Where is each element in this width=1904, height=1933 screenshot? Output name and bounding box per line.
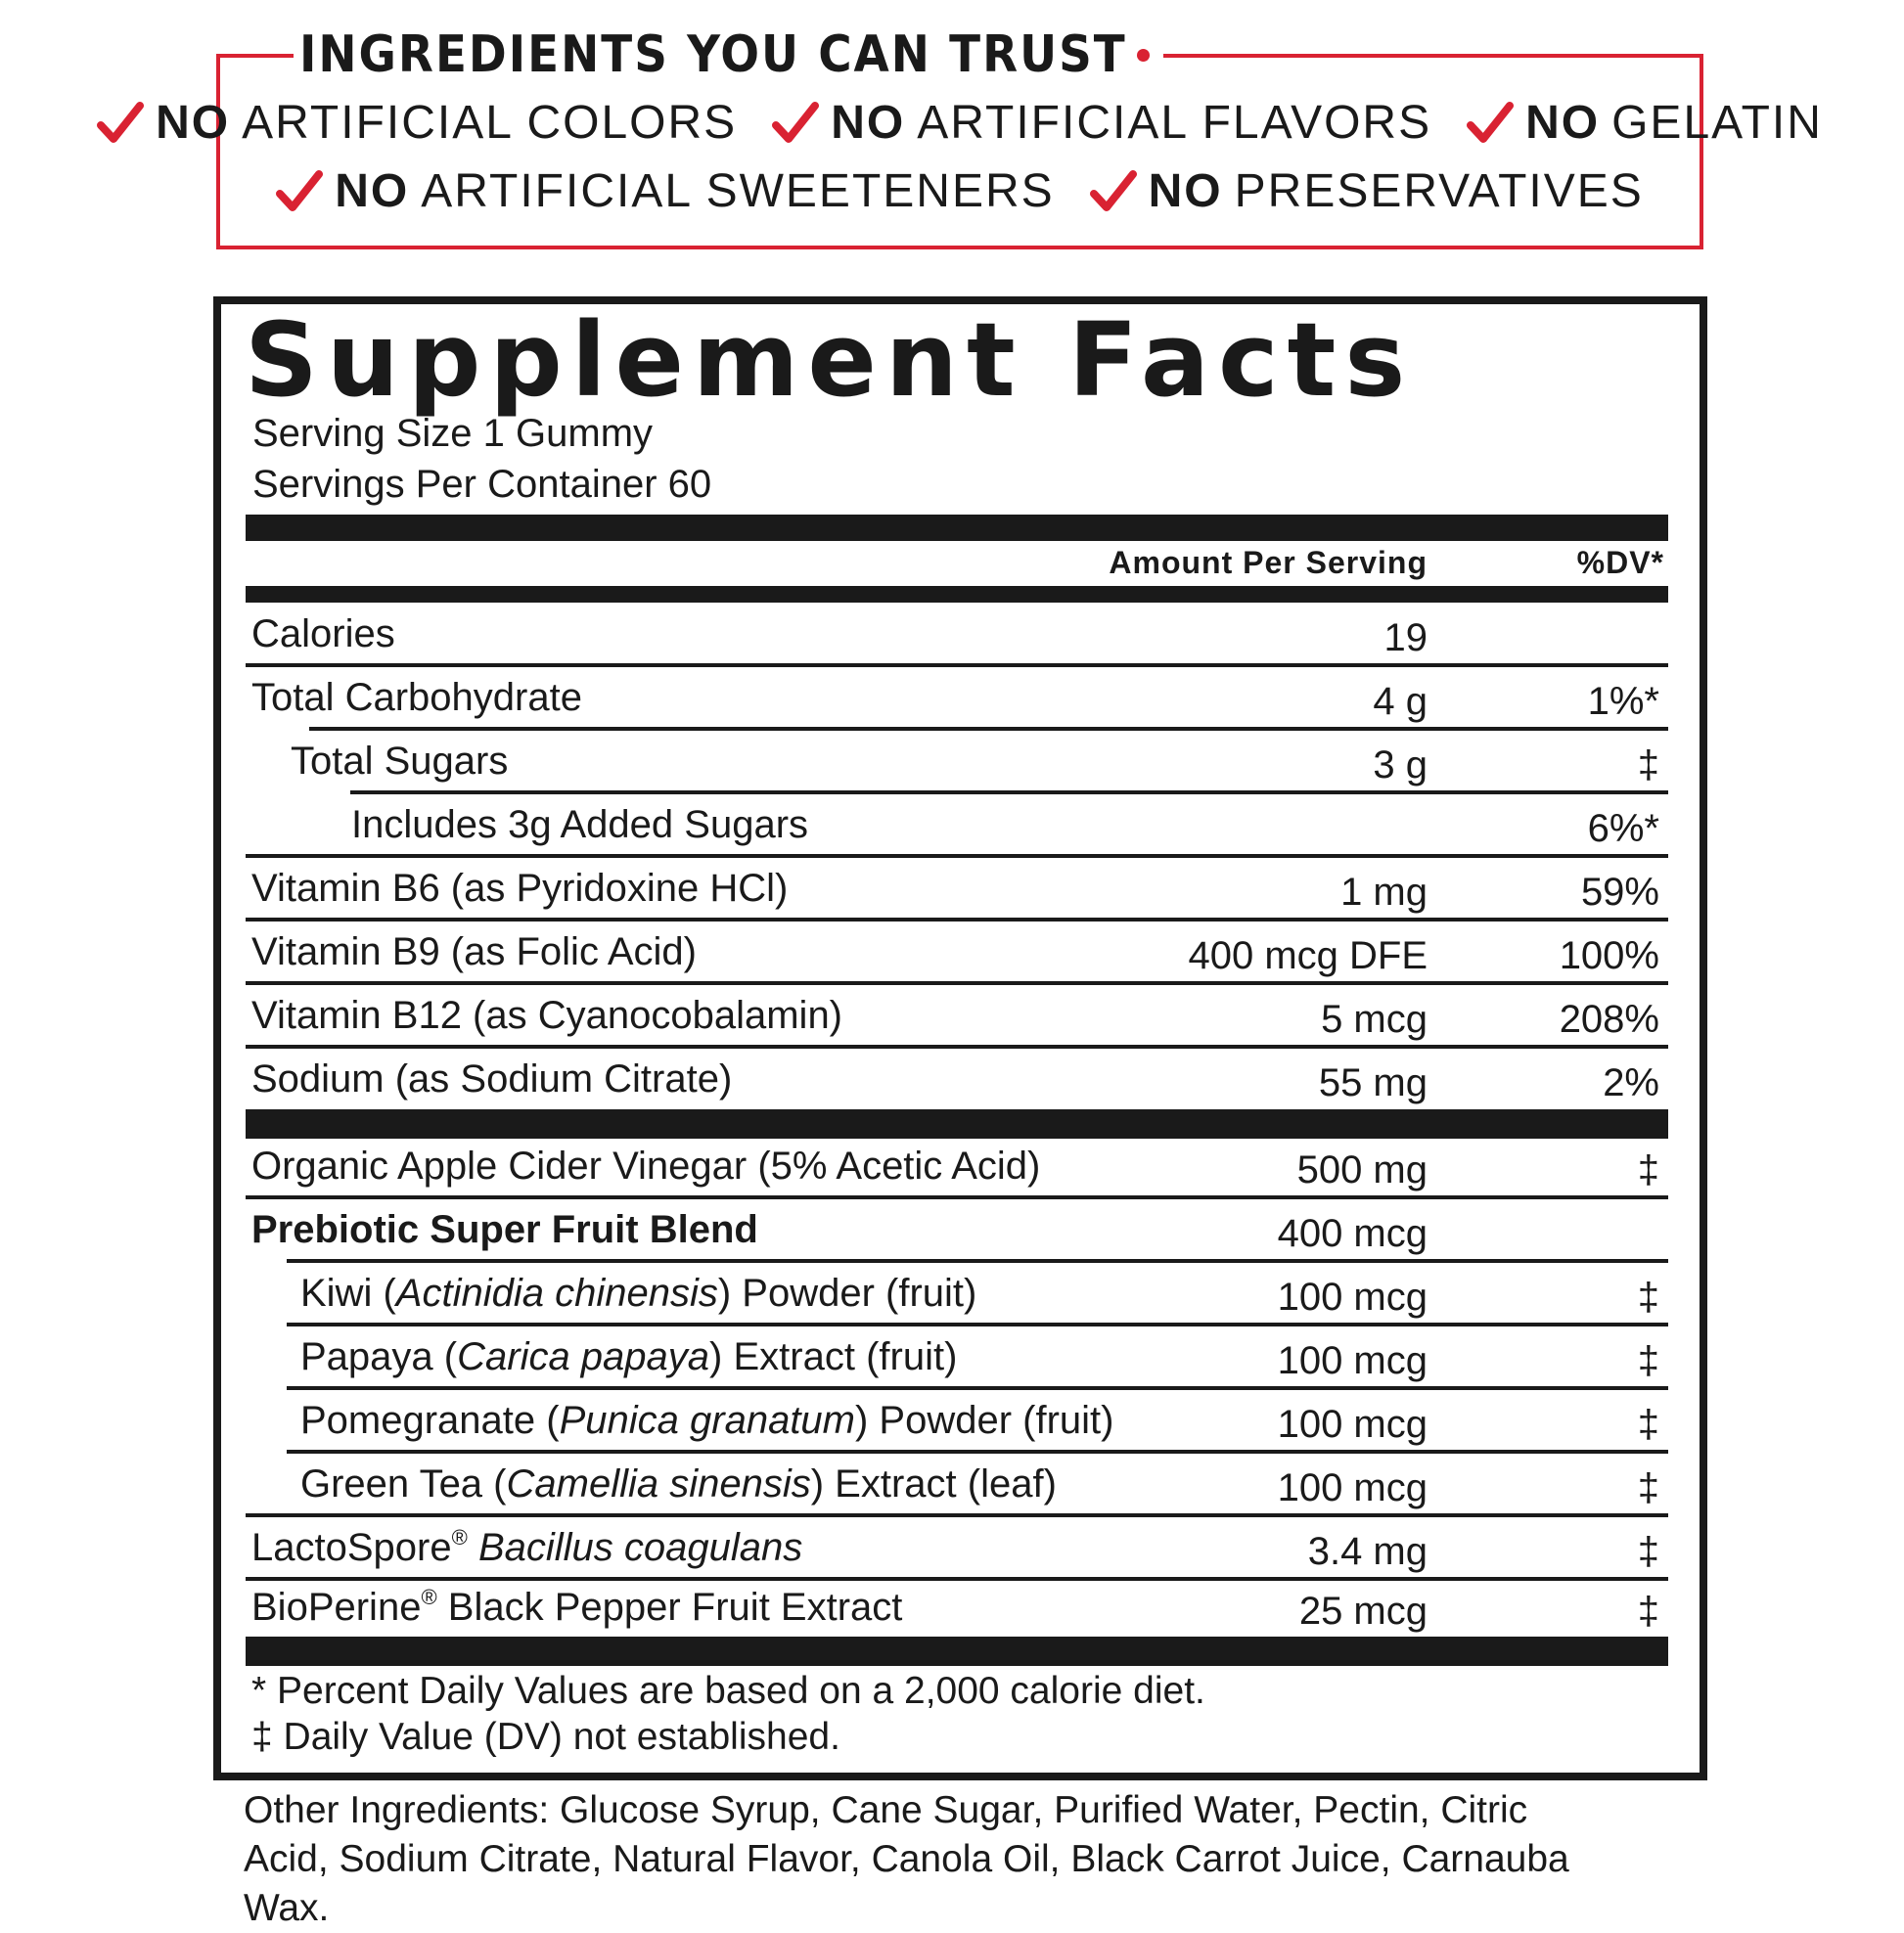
claim-item bbox=[276, 162, 1054, 221]
nutrient-amount: 4 g bbox=[1373, 680, 1428, 723]
thick-divider bbox=[246, 515, 1668, 541]
claim-prefix: NO bbox=[1525, 97, 1601, 149]
facts-row bbox=[0, 1264, 1904, 1326]
ingredient-amount: 100 mcg bbox=[1277, 1276, 1428, 1319]
claim-text: ARTIFICIAL SWEETENERS bbox=[421, 165, 1055, 217]
claim-text: PRESERVATIVES bbox=[1234, 165, 1644, 217]
facts-row bbox=[0, 605, 1904, 667]
nutrient-name: Includes 3g Added Sugars bbox=[351, 803, 809, 846]
ingredient-amount: 500 mg bbox=[1296, 1148, 1428, 1191]
row-rule bbox=[287, 1386, 1668, 1390]
claim-prefix: NO bbox=[1148, 165, 1223, 217]
thick-divider bbox=[246, 1637, 1668, 1666]
nutrient-amount: 19 bbox=[1383, 616, 1428, 659]
trust-title-text: INGREDIENTS YOU CAN TRUST bbox=[299, 25, 1127, 84]
check-icon bbox=[97, 100, 144, 147]
ingredient-name bbox=[251, 1574, 902, 1631]
name-part: Green Tea ( bbox=[300, 1462, 507, 1506]
nutrient-amount: 3 g bbox=[1373, 743, 1428, 787]
servings-per-container: Servings Per Container 60 bbox=[252, 463, 712, 506]
facts-row bbox=[0, 922, 1904, 985]
claim-item bbox=[772, 94, 1431, 153]
footnote-not-established: ‡ Daily Value (DV) not established. bbox=[251, 1716, 840, 1758]
header-amount: Amount Per Serving bbox=[1109, 545, 1428, 580]
row-rule bbox=[246, 918, 1668, 922]
ingredient-amount: 100 mcg bbox=[1277, 1403, 1428, 1446]
check-icon bbox=[772, 100, 819, 147]
brand-name: BioPerine bbox=[251, 1586, 422, 1629]
nutrient-amount: 5 mcg bbox=[1321, 998, 1428, 1041]
row-rule bbox=[246, 854, 1668, 858]
nutrient-amount: 55 mg bbox=[1318, 1061, 1428, 1104]
facts-row bbox=[0, 668, 1904, 731]
facts-row bbox=[0, 1137, 1904, 1199]
ingredient-name bbox=[251, 1514, 802, 1571]
trust-title-dot bbox=[1137, 49, 1150, 62]
facts-title: Supplement Facts bbox=[245, 300, 1415, 420]
registered-mark: ® bbox=[421, 1585, 437, 1609]
claim-text: ARTIFICIAL FLAVORS bbox=[917, 97, 1432, 149]
ingredient-dv: ‡ bbox=[1637, 1466, 1659, 1509]
nutrient-name: Vitamin B12 (as Cyanocobalamin) bbox=[251, 994, 843, 1037]
name-part: Kiwi ( bbox=[300, 1272, 396, 1315]
serving-size: Serving Size 1 Gummy bbox=[252, 412, 654, 455]
nutrient-name: Sodium (as Sodium Citrate) bbox=[251, 1057, 733, 1101]
registered-mark: ® bbox=[451, 1525, 468, 1550]
claim-prefix: NO bbox=[335, 165, 410, 217]
facts-row bbox=[0, 1578, 1904, 1641]
row-rule bbox=[246, 663, 1668, 667]
ingredient-name bbox=[300, 1333, 957, 1380]
nutrient-amount: 400 mcg DFE bbox=[1188, 934, 1428, 977]
nutrient-name: Calories bbox=[251, 612, 395, 655]
row-rule bbox=[246, 1195, 1668, 1199]
ingredient-dv: ‡ bbox=[1637, 1590, 1659, 1633]
claim-text: GELATIN bbox=[1611, 97, 1823, 149]
name-part: ) Extract (leaf) bbox=[810, 1462, 1057, 1506]
trust-claims-row-2 bbox=[216, 162, 1703, 221]
scientific-name: Camellia sinensis bbox=[506, 1462, 811, 1506]
nutrient-dv: 59% bbox=[1580, 871, 1659, 914]
name-part: ) Extract (fruit) bbox=[709, 1335, 958, 1378]
ingredient-name bbox=[300, 1270, 976, 1317]
claim-prefix: NO bbox=[831, 97, 906, 149]
facts-row bbox=[0, 795, 1904, 858]
ingredient-dv: ‡ bbox=[1637, 1148, 1659, 1191]
name-part: Pomegranate ( bbox=[300, 1399, 560, 1442]
facts-row bbox=[0, 1050, 1904, 1112]
ingredient-amount: 3.4 mg bbox=[1307, 1530, 1428, 1573]
ingredient-name bbox=[300, 1461, 1057, 1507]
ingredient-amount: 100 mcg bbox=[1277, 1466, 1428, 1509]
thick-divider bbox=[246, 1109, 1668, 1139]
nutrient-dv: 1%* bbox=[1587, 680, 1659, 723]
trust-title bbox=[294, 25, 1163, 84]
row-rule bbox=[287, 1450, 1668, 1454]
header-dv: %DV* bbox=[1576, 545, 1664, 580]
other-ingredients: Other Ingredients: Glucose Syrup, Cane Sugar, Purified Water, Pectin, Citric Acid, Sodium Citrate, Natural Flavor, Canola Oil, Black Carrot Juice, Carnauba Wax. bbox=[244, 1789, 1569, 1929]
row-rule bbox=[287, 1323, 1668, 1326]
check-icon bbox=[1090, 168, 1137, 215]
row-rule bbox=[287, 1259, 1668, 1263]
check-icon bbox=[276, 168, 323, 215]
claim-text: ARTIFICIAL COLORS bbox=[242, 97, 738, 149]
nutrient-name: Total Sugars bbox=[291, 740, 509, 783]
brand-name: LactoSpore bbox=[251, 1526, 452, 1569]
ingredient-name: Organic Apple Cider Vinegar (5% Acetic Acid) bbox=[251, 1145, 1041, 1188]
claim-item bbox=[1090, 162, 1644, 221]
ingredient-amount: 25 mcg bbox=[1298, 1590, 1428, 1633]
nutrient-name: Total Carbohydrate bbox=[251, 676, 582, 719]
ingredient-dv: ‡ bbox=[1637, 1530, 1659, 1573]
facts-row bbox=[0, 1200, 1904, 1263]
claim-item bbox=[97, 94, 737, 153]
check-icon bbox=[1467, 100, 1514, 147]
row-rule bbox=[309, 727, 1668, 731]
nutrient-dv: ‡ bbox=[1637, 743, 1659, 787]
name-part: ) Powder (fruit) bbox=[855, 1399, 1114, 1442]
nutrient-name: Vitamin B6 (as Pyridoxine HCl) bbox=[251, 867, 789, 910]
nutrient-name: Vitamin B9 (as Folic Acid) bbox=[251, 930, 697, 973]
claim-item bbox=[1467, 94, 1823, 153]
nutrient-dv: 100% bbox=[1559, 934, 1659, 977]
ingredient-name bbox=[300, 1397, 1114, 1444]
medium-divider bbox=[246, 586, 1668, 603]
facts-row bbox=[0, 1327, 1904, 1390]
scientific-name: Actinidia chinensis bbox=[395, 1272, 718, 1315]
ingredient-dv: ‡ bbox=[1637, 1403, 1659, 1446]
blend-amount: 400 mcg bbox=[1277, 1212, 1428, 1255]
row-rule bbox=[246, 1045, 1668, 1049]
nutrient-amount: 1 mg bbox=[1340, 871, 1428, 914]
blend-name: Prebiotic Super Fruit Blend bbox=[251, 1208, 758, 1251]
scientific-name: Carica papaya bbox=[457, 1335, 710, 1378]
facts-row bbox=[0, 986, 1904, 1049]
ingredient-dv: ‡ bbox=[1637, 1339, 1659, 1382]
nutrient-dv: 6%* bbox=[1587, 807, 1659, 850]
row-rule bbox=[350, 790, 1668, 794]
facts-row bbox=[0, 1391, 1904, 1454]
facts-row bbox=[0, 1518, 1904, 1581]
row-rule bbox=[246, 981, 1668, 985]
name-part: Papaya ( bbox=[300, 1335, 458, 1378]
ingredient-dv: ‡ bbox=[1637, 1276, 1659, 1319]
ingredient-amount: 100 mcg bbox=[1277, 1339, 1428, 1382]
name-part: Black Pepper Fruit Extract bbox=[447, 1586, 903, 1629]
facts-row bbox=[0, 1455, 1904, 1517]
claim-prefix: NO bbox=[156, 97, 231, 149]
facts-row bbox=[0, 859, 1904, 922]
scientific-name: Punica granatum bbox=[559, 1399, 855, 1442]
nutrient-dv: 2% bbox=[1603, 1061, 1659, 1104]
footnote-dv: * Percent Daily Values are based on a 2,000 calorie diet. bbox=[251, 1670, 1205, 1712]
name-part: ) Powder (fruit) bbox=[717, 1272, 977, 1315]
scientific-name: Bacillus coagulans bbox=[477, 1526, 803, 1569]
trust-claims-row-1 bbox=[156, 94, 1823, 153]
facts-row bbox=[0, 732, 1904, 794]
nutrient-dv: 208% bbox=[1559, 998, 1659, 1041]
